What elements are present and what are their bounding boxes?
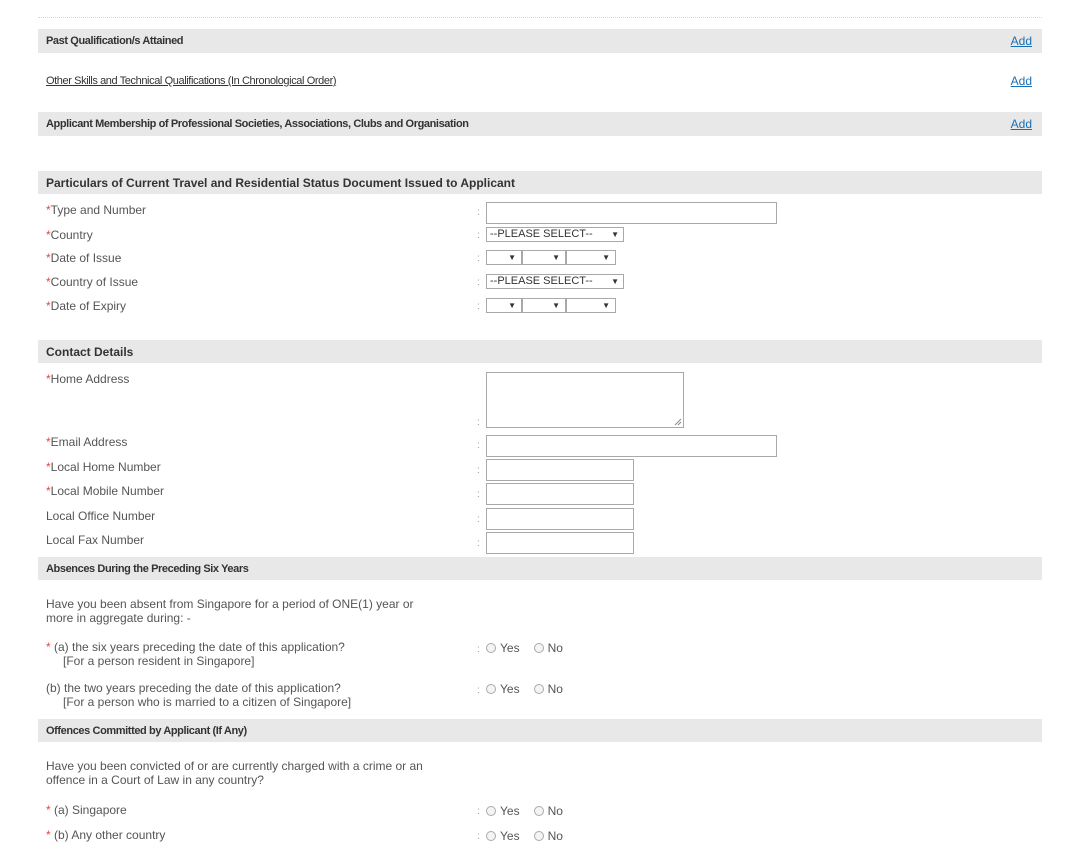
expiry-month-select[interactable]: [522, 298, 566, 313]
offence-b-label: * (b) Any other country: [46, 828, 166, 842]
add-other-skill-link[interactable]: Add: [1010, 74, 1032, 88]
membership-bar: [38, 112, 1042, 136]
absence-b-yes-radio[interactable]: Yes: [486, 682, 520, 696]
past-qualifications-title: Past Qualification/s Attained: [46, 35, 184, 47]
chevron-down-icon: ▼: [508, 301, 516, 310]
home-address-textarea[interactable]: [486, 372, 684, 428]
absence-a-label: * (a) the six years preceding the date of this application? [For a person resident in Singapore]: [46, 640, 345, 668]
expiry-year-select[interactable]: [566, 298, 616, 313]
other-skills-bar: [38, 69, 1042, 93]
top-divider: [38, 17, 1042, 18]
mobile-number-label: *Local Mobile Number: [46, 484, 165, 498]
absences-question: Have you been absent from Singapore for a period of ONE(1) year or more in aggregate during: -: [46, 597, 414, 625]
date-of-expiry-label: *Date of Expiry: [46, 299, 127, 313]
type-number-label: *Type and Number: [46, 203, 147, 217]
office-number-input[interactable]: [486, 508, 634, 530]
offences-question: Have you been convicted of or are currently charged with a crime or an offence in a Court of Law in any country?: [46, 759, 423, 787]
offence-a-yes-radio[interactable]: Yes: [486, 804, 520, 818]
membership-title: Applicant Membership of Professional Societies, Associations, Clubs and Organisation: [46, 118, 469, 130]
issue-year-select[interactable]: [566, 250, 616, 265]
email-label: *Email Address: [46, 435, 128, 449]
travel-section-title: Particulars of Current Travel and Residential Status Document Issued to Applicant: [46, 175, 515, 190]
absence-b-label: (b) the two years preceding the date of this application? [For a person who is married to a citizen of Singapore]: [46, 681, 352, 709]
email-input[interactable]: [486, 435, 777, 457]
home-number-label: *Local Home Number: [46, 460, 161, 474]
home-number-input[interactable]: [486, 459, 634, 481]
absences-section-header: [38, 557, 1042, 580]
absence-a-radio-group: [486, 641, 577, 655]
contact-section-title: Contact Details: [46, 344, 134, 359]
offence-b-no-radio[interactable]: No: [534, 829, 563, 843]
resize-handle-icon[interactable]: [674, 418, 682, 426]
offence-b-radio-group: [486, 829, 577, 843]
type-number-input[interactable]: [486, 202, 777, 224]
absence-a-yes-radio[interactable]: Yes: [486, 641, 520, 655]
chevron-down-icon: ▼: [602, 253, 610, 262]
chevron-down-icon: ▼: [602, 301, 610, 310]
absence-b-no-radio[interactable]: No: [534, 682, 563, 696]
absences-section-title: Absences During the Preceding Six Years: [46, 562, 249, 575]
country-of-issue-select[interactable]: --PLEASE SELECT-- ▼: [486, 274, 624, 289]
offence-a-label: * (a) Singapore: [46, 803, 127, 817]
date-of-issue-label: *Date of Issue: [46, 251, 122, 265]
chevron-down-icon: ▼: [611, 277, 619, 286]
offence-a-radio-group: [486, 804, 577, 818]
chevron-down-icon: ▼: [552, 253, 560, 262]
other-skills-title[interactable]: Other Skills and Technical Qualifications (In Chronological Order): [46, 75, 337, 87]
offence-b-yes-radio[interactable]: Yes: [486, 829, 520, 843]
past-qualifications-bar: [38, 29, 1042, 53]
country-label: *Country: [46, 228, 93, 242]
absence-b-radio-group: [486, 682, 577, 696]
home-address-label: *Home Address: [46, 372, 130, 386]
issue-day-select[interactable]: [486, 250, 522, 265]
chevron-down-icon: ▼: [552, 301, 560, 310]
offences-section-title: Offences Committed by Applicant (If Any): [46, 724, 247, 737]
expiry-day-select[interactable]: [486, 298, 522, 313]
office-number-label: Local Office Number: [46, 509, 156, 523]
add-membership-link[interactable]: Add: [1010, 117, 1032, 131]
add-past-qualification-link[interactable]: Add: [1010, 34, 1032, 48]
country-of-issue-label: *Country of Issue: [46, 275, 139, 289]
travel-section-header: [38, 171, 1042, 194]
chevron-down-icon: ▼: [508, 253, 516, 262]
offences-section-header: [38, 719, 1042, 742]
offence-a-no-radio[interactable]: No: [534, 804, 563, 818]
contact-section-header: [38, 340, 1042, 363]
fax-number-input[interactable]: [486, 532, 634, 554]
mobile-number-input[interactable]: [486, 483, 634, 505]
absence-a-no-radio[interactable]: No: [534, 641, 563, 655]
fax-number-label: Local Fax Number: [46, 533, 145, 547]
chevron-down-icon: ▼: [611, 230, 619, 239]
issue-month-select[interactable]: [522, 250, 566, 265]
country-select[interactable]: --PLEASE SELECT-- ▼: [486, 227, 624, 242]
